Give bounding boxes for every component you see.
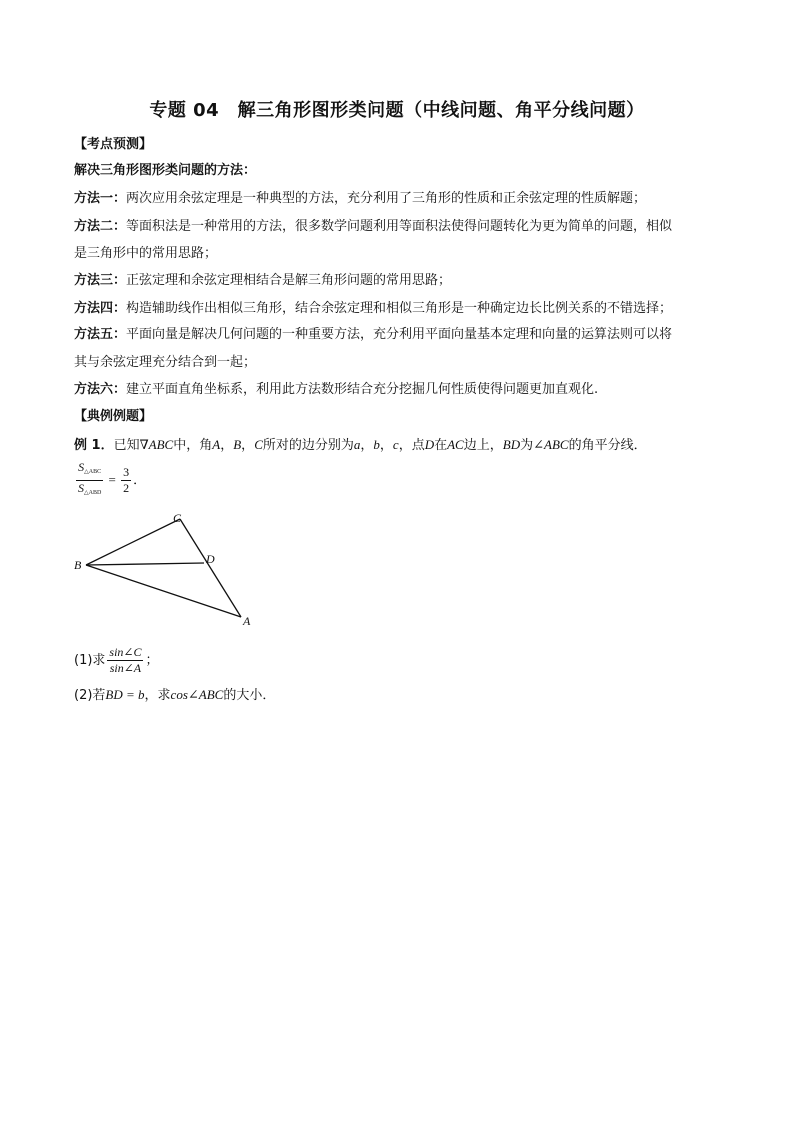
triangle-diagram <box>70 506 270 632</box>
method-2-label: 方法二： <box>74 219 127 234</box>
area-subscript: △ABC <box>84 469 102 475</box>
math-var: c <box>392 437 399 452</box>
example-text: 所对的边分别为 <box>262 438 354 453</box>
example-1-statement <box>74 436 647 455</box>
method-2-continuation: 是三角形中的常用思路； <box>74 246 218 261</box>
method-6-text: 建立平面直角坐标系，利用此方法数形结合充分挖掘几何性质使得问题更加直观化. <box>126 382 599 397</box>
method-5-text: 平面向量是解决几何问题的一种重要方法，充分利用平面向量基本定理和向量的运算法则可以将 <box>126 327 673 342</box>
example-text: 中，角 <box>173 438 213 453</box>
punct: ； <box>145 653 159 668</box>
method-3-text: 正弦定理和余弦定理相结合是解三角形问题的常用思路； <box>126 273 452 288</box>
part-1-label: (1)求 <box>74 653 106 668</box>
area-ratio-fraction <box>76 460 103 501</box>
point-label-D: D <box>206 552 215 566</box>
math-var: a <box>353 437 361 452</box>
math-var: AC <box>447 437 464 452</box>
math-var: BD <box>502 437 521 452</box>
punct: ， <box>220 438 234 453</box>
method-4-text: 构造辅助线作出相似三角形，结合余弦定理和相似三角形是一种确定边长比例关系的不错选择； <box>126 301 673 316</box>
ratio-denominator: 2 <box>123 481 130 495</box>
example-text: 的角平分线． <box>568 438 647 453</box>
method-1-text: 两次应用余弦定理是一种典型的方法，充分利用了三角形的性质和正余弦定理的性质解题； <box>126 191 647 206</box>
method-3 <box>74 272 451 290</box>
method-4-label: 方法四： <box>74 301 127 316</box>
vertex-label-B: B <box>74 558 82 572</box>
example-text: 在 <box>434 438 448 453</box>
method-5 <box>74 326 672 344</box>
methods-heading: 解决三角形图形类问题的方法： <box>74 163 257 178</box>
example-1-label: 例 1． <box>74 438 114 453</box>
page-title: 专题 04 解三角形图形类问题（中线问题、角平分线问题） <box>149 100 645 121</box>
part-1 <box>74 645 159 676</box>
method-5-continuation: 其与余弦定理充分结合到一起； <box>74 355 257 370</box>
cos-angle: cos∠ABC <box>170 687 224 702</box>
side-BC <box>86 519 180 565</box>
punct: ， <box>360 438 374 453</box>
part-2 <box>74 686 275 705</box>
side-BA <box>86 565 241 617</box>
sine-ratio-fraction <box>107 645 143 676</box>
example-text: 边上， <box>463 438 503 453</box>
section-forecast-heading: 【考点预测】 <box>74 137 153 152</box>
example-text: ，点 <box>398 438 425 453</box>
ratio-value-fraction <box>121 465 131 496</box>
example-text: 的大小． <box>223 688 276 703</box>
side-CA <box>180 519 241 617</box>
example-text: 已知 <box>113 438 140 453</box>
math-angle: ∠ABC <box>533 437 569 452</box>
sine-numerator: sin∠C <box>109 645 142 659</box>
equals-sign: = <box>105 472 120 487</box>
area-symbol: S <box>78 481 84 495</box>
method-6-label: 方法六： <box>74 382 127 397</box>
method-6 <box>74 381 598 399</box>
area-subscript: △ABD <box>84 490 102 496</box>
area-symbol: S <box>78 460 85 474</box>
section-examples-heading: 【典例例题】 <box>74 409 153 424</box>
part-2-label: (2)若 <box>74 688 106 703</box>
method-2-text: 等面积法是一种常用的方法，很多数学问题利用等面积法使得问题转化为更为简单的问题，相似 <box>126 219 673 234</box>
punct: ， <box>241 438 255 453</box>
math-var: A <box>212 437 221 452</box>
math-var: B <box>233 437 242 452</box>
bisector-BD <box>86 563 204 565</box>
punct: ， <box>379 438 393 453</box>
ratio-numerator: 3 <box>123 465 130 479</box>
math-var: b <box>373 437 380 452</box>
triangle-symbol: ∇ABC <box>139 437 174 452</box>
method-1-label: 方法一： <box>74 191 127 206</box>
bd-equals-b: BD = b <box>105 687 145 702</box>
method-2 <box>74 218 672 236</box>
vertex-label-A: A <box>243 614 251 628</box>
math-var: D <box>424 437 435 452</box>
example-text: ，求 <box>144 688 171 703</box>
method-1 <box>74 190 646 208</box>
example-text: 为 <box>520 438 534 453</box>
punct: ． <box>133 473 147 488</box>
sine-denominator: sin∠A <box>109 661 142 675</box>
method-3-label: 方法三： <box>74 273 127 288</box>
method-4 <box>74 300 672 318</box>
vertex-label-C: C <box>173 511 182 525</box>
area-ratio-equation <box>74 460 146 501</box>
method-5-label: 方法五： <box>74 327 127 342</box>
math-var: C <box>254 437 263 452</box>
